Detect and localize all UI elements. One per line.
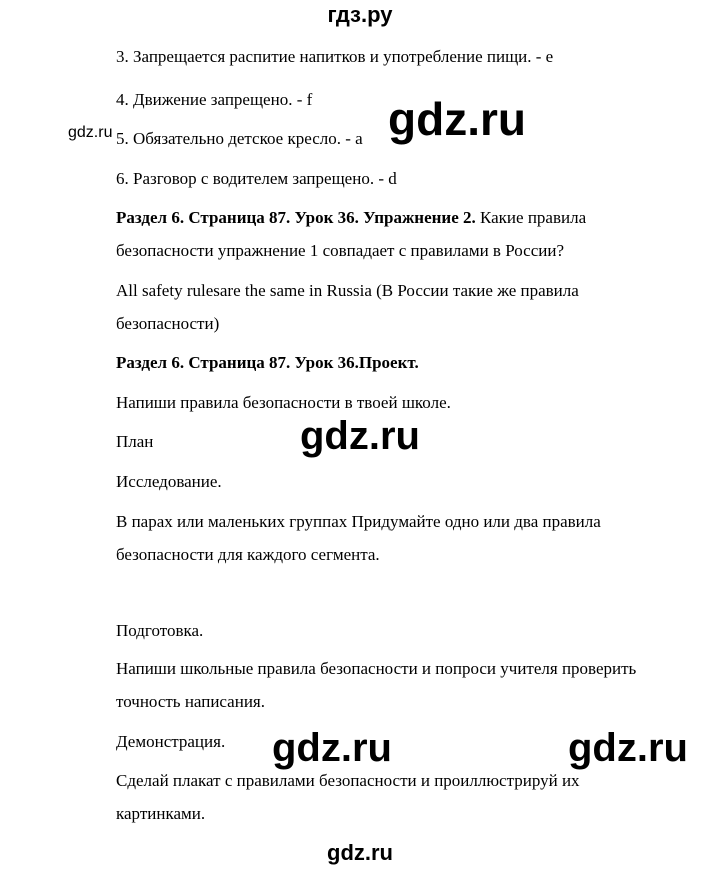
list-item-5: 5. Обязательно детское кресло. - a [116,129,363,148]
list-item-3: 3. Запрещается распитие напитков и употребление пищи. - e [116,47,554,66]
project-task: Напиши правила безопасности в твоей школе. [116,393,451,412]
project-heading: Раздел 6. Страница 87. Урок 36.Проект. [116,353,419,372]
header-watermark: гдз.ру [327,2,393,27]
large-watermark-middle: gdz.ru [300,414,420,458]
small-watermark: gdz.ru [68,124,113,141]
large-watermark-top: gdz.ru [388,93,526,145]
research-label: Исследование. [116,472,222,491]
preparation-label: Подготовка. [116,621,204,640]
answer-line-2: безопасности) [116,314,220,333]
footer-watermark: gdz.ru [327,840,393,865]
demonstration-text-line-1: Сделай плакат с правилами безопасности и проиллюстрируй их [116,771,580,790]
preparation-text-line-2: точность написания. [116,692,265,711]
demonstration-label: Демонстрация. [116,732,226,751]
demonstration-text-line-2: картинками. [116,804,206,823]
exercise-2-question-end: безопасности упражнение 1 совпадает с правилами в России? [116,241,564,260]
answer-line-1: All safety rulesare the same in Russia (В России такие же правила [116,281,579,300]
exercise-2-heading: Раздел 6. Страница 87. Урок 36. Упражнение 2. [116,208,476,227]
research-text-line-2: безопасности для каждого сегмента. [116,545,380,564]
list-item-6: 6. Разговор с водителем запрещено. - d [116,169,397,188]
list-item-4: 4. Движение запрещено. - f [116,90,313,109]
plan-label: План [116,432,154,451]
large-watermark-lower-right: gdz.ru [568,726,688,770]
exercise-2-heading-line [116,207,586,229]
large-watermark-lower-left: gdz.ru [272,726,392,770]
exercise-2-question-start: Какие правила [480,208,587,227]
research-text-line-1: В парах или маленьких группах Придумайте одно или два правила [116,512,601,531]
preparation-text-line-1: Напиши школьные правила безопасности и попроси учителя проверить [116,659,637,678]
